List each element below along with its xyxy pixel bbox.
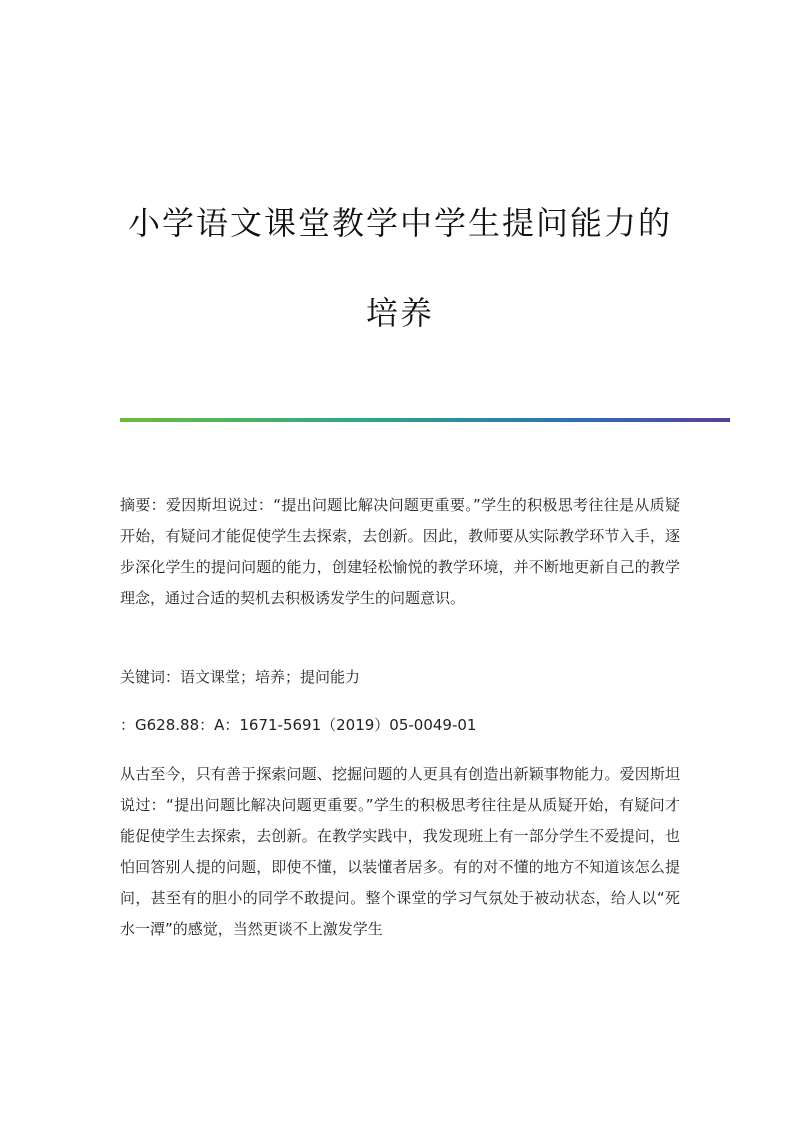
keywords-line: 关键词：语文课堂；培养；提问能力 [120,668,361,686]
body-paragraph: 从古至今，只有善于探索问题、挖掘问题的人更具有创造出新颖事物能力。爱因斯坦说过：“提出问题比解决问题更重要。”学生的积极思考往往是从质疑开始，有疑问才能促使学生去探索，去创新。在教学实践中，我发现班上有一部分学生不爱提问，也怕回答别人提的问题，即使不懂，以装懂者居多。有的对不懂的地方不知道该怎么提问，甚至有的胆小的同学不敢提问。整个课堂的学习气氛处于被动状态，给人以“死水一潭”的感觉，当然更谈不上激发学生 [120,765,680,938]
document-title: 小学语文课堂教学中学生提问能力的培养 [127,204,672,332]
classification-line: ：G628.88：A：1671-5691（2019）05-0049-01 [120,716,477,734]
abstract-paragraph: 摘要：爱因斯坦说过：“提出问题比解决问题更重要。”学生的积极思考往往是从质疑开始，有疑问才能促使学生去探索，去创新。因此，教师要从实际教学环节入手，逐步深化学生的提问问题的能力，创建轻松愉悦的教学环境，并不断地更新自己的教学理念，通过合适的契机去积极诱发学生的问题意识。 [120,496,680,607]
title-divider [120,418,730,422]
